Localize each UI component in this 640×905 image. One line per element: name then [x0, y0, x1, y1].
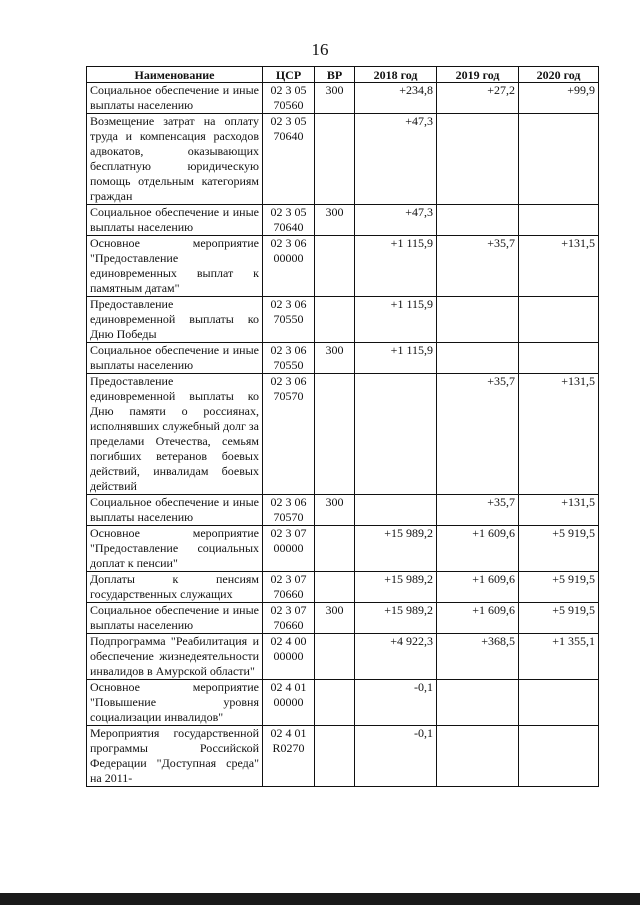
cell-y2018 [355, 374, 437, 495]
cell-vr [315, 236, 355, 297]
cell-y2020 [519, 343, 599, 374]
cell-csr: 02 3 06 70570 [263, 495, 315, 526]
cell-name: Основное мероприятие "Предоставление социальных доплат к пенсии" [87, 526, 263, 572]
cell-y2019: +35,7 [437, 495, 519, 526]
cell-name: Подпрограмма "Реабилитация и обеспечение жизнедеятельности инвалидов в Амурской области" [87, 634, 263, 680]
cell-vr: 300 [315, 495, 355, 526]
cell-y2020 [519, 205, 599, 236]
cell-vr [315, 680, 355, 726]
cell-name: Социальное обеспечение и иные выплаты населению [87, 343, 263, 374]
header-name: Наименование [87, 67, 263, 83]
cell-y2018: +15 989,2 [355, 572, 437, 603]
cell-y2018: +1 115,9 [355, 236, 437, 297]
cell-y2019: +1 609,6 [437, 526, 519, 572]
cell-csr: 02 3 06 70550 [263, 343, 315, 374]
cell-y2018: -0,1 [355, 726, 437, 787]
cell-y2020: +5 919,5 [519, 526, 599, 572]
cell-y2018: +47,3 [355, 114, 437, 205]
cell-csr: 02 3 07 70660 [263, 603, 315, 634]
cell-y2019: +1 609,6 [437, 603, 519, 634]
cell-y2018: +47,3 [355, 205, 437, 236]
cell-csr: 02 4 01 00000 [263, 680, 315, 726]
cell-y2020: +99,9 [519, 83, 599, 114]
table-row [87, 726, 599, 787]
cell-y2019: +35,7 [437, 236, 519, 297]
cell-y2019 [437, 114, 519, 205]
cell-name: Основное мероприятие "Повышение уровня социализации инвалидов" [87, 680, 263, 726]
cell-csr: 02 3 07 70660 [263, 572, 315, 603]
table-row [87, 572, 599, 603]
cell-y2019: +368,5 [437, 634, 519, 680]
cell-csr: 02 3 06 00000 [263, 236, 315, 297]
cell-vr: 300 [315, 205, 355, 236]
table-row [87, 297, 599, 343]
cell-y2018: +15 989,2 [355, 603, 437, 634]
cell-y2019: +27,2 [437, 83, 519, 114]
table-row [87, 83, 599, 114]
table-body [87, 83, 599, 787]
cell-y2018: +15 989,2 [355, 526, 437, 572]
cell-y2019 [437, 680, 519, 726]
cell-y2018: +1 115,9 [355, 343, 437, 374]
cell-y2020: +131,5 [519, 374, 599, 495]
cell-csr: 02 3 06 70550 [263, 297, 315, 343]
cell-csr: 02 3 05 70560 [263, 83, 315, 114]
cell-name: Предоставление единовременной выплаты ко Дню Победы [87, 297, 263, 343]
cell-name: Предоставление единовременной выплаты ко Дню памяти о россиянах, исполнявших служебный долг за пределами Отечества, семьям погибших ветеранов боевых действий, инвалидам боевых действий [87, 374, 263, 495]
table-row [87, 634, 599, 680]
header-vr: ВР [315, 67, 355, 83]
cell-y2019 [437, 726, 519, 787]
table-row [87, 603, 599, 634]
header-2019: 2019 год [437, 67, 519, 83]
cell-y2020: +131,5 [519, 495, 599, 526]
cell-vr [315, 374, 355, 495]
cell-y2020: +5 919,5 [519, 572, 599, 603]
table-row [87, 236, 599, 297]
cell-vr [315, 114, 355, 205]
cell-y2018 [355, 495, 437, 526]
cell-csr: 02 3 05 70640 [263, 114, 315, 205]
header-csr: ЦСР [263, 67, 315, 83]
cell-name: Доплаты к пенсиям государственных служащих [87, 572, 263, 603]
cell-y2020 [519, 297, 599, 343]
table-row [87, 526, 599, 572]
cell-y2020 [519, 726, 599, 787]
header-2020: 2020 год [519, 67, 599, 83]
cell-y2020: +5 919,5 [519, 603, 599, 634]
cell-y2019 [437, 205, 519, 236]
cell-y2020: +1 355,1 [519, 634, 599, 680]
cell-vr [315, 572, 355, 603]
cell-y2018: +234,8 [355, 83, 437, 114]
scan-bottom-edge [0, 893, 640, 905]
cell-name: Основное мероприятие "Предоставление единовременных выплат к памятным датам" [87, 236, 263, 297]
header-2018: 2018 год [355, 67, 437, 83]
cell-name: Возмещение затрат на оплату труда и компенсация расходов адвокатов, оказывающих бесплатную юридическую помощь отдельным категориям граждан [87, 114, 263, 205]
cell-y2019: +1 609,6 [437, 572, 519, 603]
cell-name: Мероприятия государственной программы Российской Федерации "Доступная среда" на 2011- [87, 726, 263, 787]
cell-vr: 300 [315, 343, 355, 374]
cell-name: Социальное обеспечение и иные выплаты населению [87, 83, 263, 114]
budget-table [86, 66, 599, 787]
cell-vr: 300 [315, 83, 355, 114]
page-number: 16 [311, 40, 329, 59]
cell-y2020 [519, 114, 599, 205]
cell-y2020: +131,5 [519, 236, 599, 297]
cell-csr: 02 3 06 70570 [263, 374, 315, 495]
cell-csr: 02 4 00 00000 [263, 634, 315, 680]
table-row [87, 343, 599, 374]
cell-y2019 [437, 297, 519, 343]
cell-name: Социальное обеспечение и иные выплаты населению [87, 205, 263, 236]
cell-y2020 [519, 680, 599, 726]
table-row [87, 495, 599, 526]
cell-y2018: +1 115,9 [355, 297, 437, 343]
table-row [87, 680, 599, 726]
cell-vr [315, 726, 355, 787]
table-row [87, 374, 599, 495]
cell-csr: 02 3 05 70640 [263, 205, 315, 236]
table-header-row [87, 67, 599, 83]
cell-y2018: -0,1 [355, 680, 437, 726]
cell-y2018: +4 922,3 [355, 634, 437, 680]
table-row [87, 114, 599, 205]
table-row [87, 205, 599, 236]
cell-vr [315, 634, 355, 680]
cell-csr: 02 4 01 R0270 [263, 726, 315, 787]
cell-vr [315, 526, 355, 572]
cell-name: Социальное обеспечение и иные выплаты населению [87, 603, 263, 634]
cell-y2019 [437, 343, 519, 374]
cell-vr: 300 [315, 603, 355, 634]
cell-y2019: +35,7 [437, 374, 519, 495]
cell-vr [315, 297, 355, 343]
cell-csr: 02 3 07 00000 [263, 526, 315, 572]
cell-name: Социальное обеспечение и иные выплаты населению [87, 495, 263, 526]
